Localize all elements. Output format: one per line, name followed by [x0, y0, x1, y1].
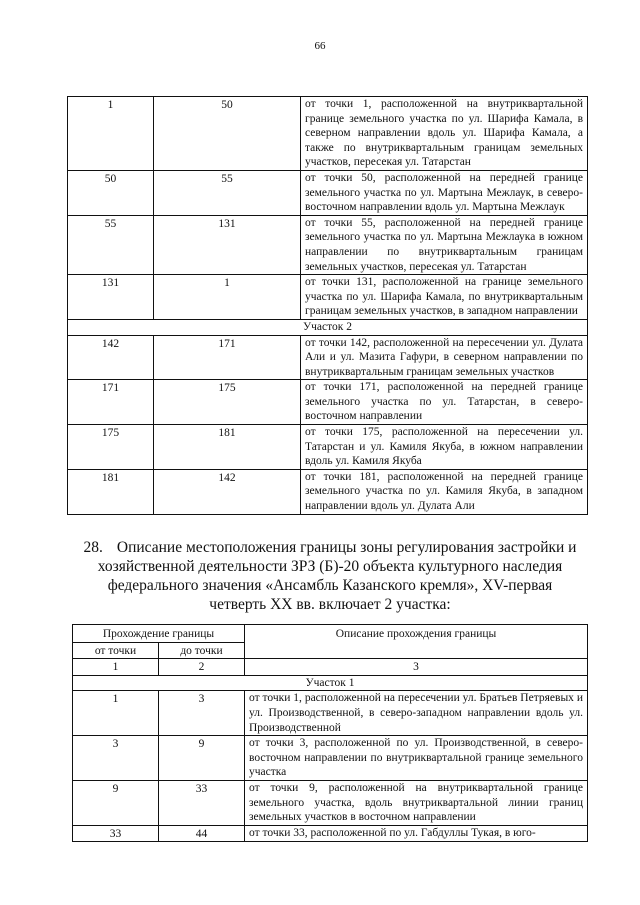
to-point: 9	[159, 736, 245, 781]
from-point: 171	[68, 380, 154, 425]
from-point: 175	[68, 425, 154, 470]
boundary-description: от точки 171, расположенной на передней границе земельного участка по ул. Татарстан, в северо-восточном направлении	[301, 380, 588, 425]
boundary-description: от точки 131, расположенной на границе земельного участка по ул. Шарифа Камала, по внутриквартальным границам земельных участков, в западном направлении	[301, 275, 588, 320]
boundary-description: от точки 1, расположенной на внутриквартальной границе земельного участка по ул. Шарифа Камала, в северном направлении вдоль ул. Шарифа Камала, а также по внутриквартальным границам земельных участков, пересекая ул. Татарстан	[301, 97, 588, 171]
table-row	[68, 425, 588, 470]
table-row	[68, 469, 588, 514]
table-row	[68, 335, 588, 380]
to-point: 50	[154, 97, 301, 171]
from-point: 1	[68, 97, 154, 171]
boundary-description: от точки 175, расположенной на пересечении ул. Татарстан и ул. Камиля Якуба, в южном направлении вдоль ул. Камиля Якуба	[301, 425, 588, 470]
column-number: 1	[73, 659, 159, 676]
to-point: 55	[154, 170, 301, 215]
from-point: 9	[73, 780, 159, 825]
page-number: 66	[314, 40, 326, 52]
to-point: 181	[154, 425, 301, 470]
section-row	[73, 675, 588, 691]
table-row	[68, 170, 588, 215]
boundary-description: от точки 50, расположенной на передней границе земельного участка по ул. Мартына Межлаук, в северо-восточном направлении вдоль ул. Мартына Межлаук	[301, 170, 588, 215]
to-point: 142	[154, 469, 301, 514]
header-to: до точки	[159, 642, 245, 659]
column-number: 3	[245, 659, 588, 676]
from-point: 142	[68, 335, 154, 380]
section-number: 28.	[83, 539, 103, 556]
from-point: 33	[73, 825, 159, 842]
to-point: 175	[154, 380, 301, 425]
boundary-table-1	[67, 96, 588, 515]
header-passage: Прохождение границы	[73, 625, 245, 643]
from-point: 1	[73, 691, 159, 736]
table-row	[73, 691, 588, 736]
to-point: 44	[159, 825, 245, 842]
to-point: 1	[154, 275, 301, 320]
table-row	[73, 780, 588, 825]
column-number: 2	[159, 659, 245, 676]
boundary-description: от точки 3, расположенной по ул. Производственной, в северо-восточном направлении по внутриквартальной границе земельного участка	[245, 736, 588, 781]
table-row	[68, 275, 588, 320]
boundary-description: от точки 55, расположенной на передней границе земельного участка по ул. Мартына Межлаука в южном направлении по внутриквартальным границам земельных участков, пересекая ул. Татарстан	[301, 215, 588, 274]
boundary-description: от точки 142, расположенной на пересечении ул. Дулата Али и ул. Мазита Гафури, в северном направлении по внутриквартальным границам земельных участков	[301, 335, 588, 380]
table-row	[68, 215, 588, 274]
section-heading	[80, 538, 580, 614]
to-point: 171	[154, 335, 301, 380]
table-row	[73, 825, 588, 842]
from-point: 131	[68, 275, 154, 320]
boundary-description: от точки 181, расположенной на передней границе земельного участка по ул. Камиля Якуба, в западном направлении вдоль ул. Дулата Али	[301, 469, 588, 514]
boundary-description: от точки 33, расположенной по ул. Габдуллы Тукая, в юго-	[245, 825, 588, 842]
from-point: 50	[68, 170, 154, 215]
to-point: 131	[154, 215, 301, 274]
from-point: 55	[68, 215, 154, 274]
column-number-row	[73, 659, 588, 676]
boundary-description: от точки 9, расположенной на внутриквартальной границе земельного участка, вдоль внутриквартальной линии границ земельных участков в восточном направлении	[245, 780, 588, 825]
from-point: 181	[68, 469, 154, 514]
boundary-description: от точки 1, расположенной на пересечении ул. Братьев Петряевых и ул. Производственной, в северо-западном направлении вдоль ул. Производственной	[245, 691, 588, 736]
section-label: Участок 2	[68, 319, 588, 335]
header-from: от точки	[73, 642, 159, 659]
from-point: 3	[73, 736, 159, 781]
table-row	[73, 736, 588, 781]
boundary-table-2	[72, 624, 588, 842]
section-row	[68, 319, 588, 335]
table-row	[68, 97, 588, 171]
header-row	[73, 625, 588, 643]
section-heading-text: Описание местоположения границы зоны регулирования застройки и хозяйственной деятельности ЗРЗ (Б)-20 объекта культурного наследия федерального значения «Ансамбль Казанского кремля», XV-первая четверть XX вв. включает 2 участка:	[97, 539, 577, 613]
to-point: 3	[159, 691, 245, 736]
to-point: 33	[159, 780, 245, 825]
table-row	[68, 380, 588, 425]
section-label: Участок 1	[73, 675, 588, 691]
header-description: Описание прохождения границы	[245, 625, 588, 659]
